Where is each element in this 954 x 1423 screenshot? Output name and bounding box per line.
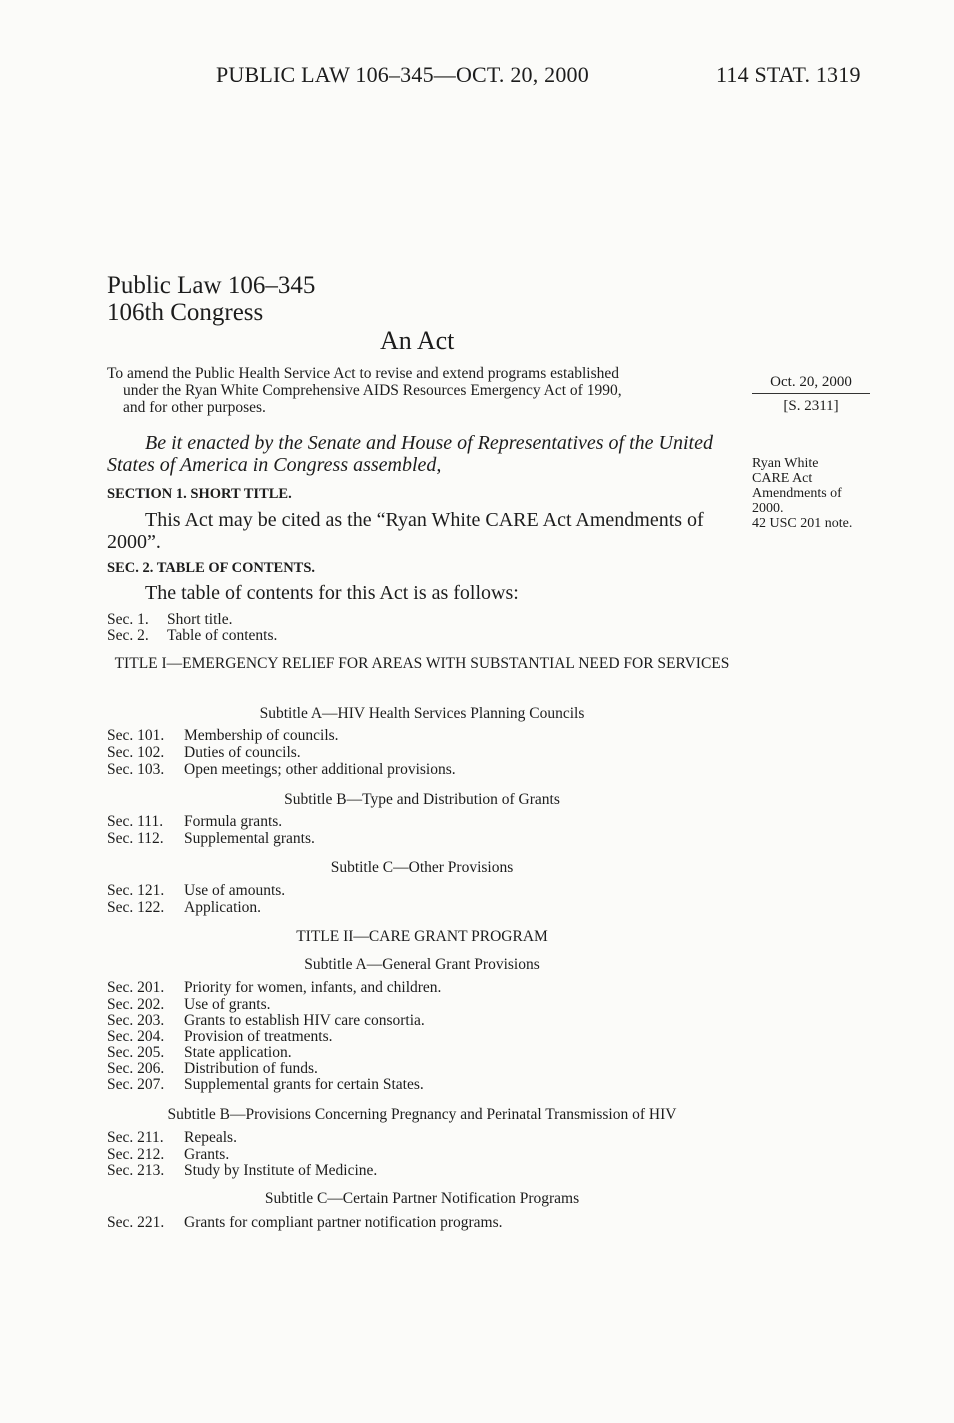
toc-num: Sec. 207.	[107, 1076, 165, 1093]
title-2-subtitle-b: Subtitle B—Provisions Concerning Pregnancy and Perinatal Transmission of HIV	[167, 1106, 677, 1123]
toc-num: Sec. 103.	[107, 761, 165, 778]
toc-num: Sec. 211.	[107, 1129, 164, 1146]
toc-num: Sec. 205.	[107, 1044, 165, 1061]
section-1-heading: SECTION 1. SHORT TITLE.	[107, 486, 292, 502]
toc-title: Supplemental grants.	[184, 830, 315, 847]
toc-num: Sec. 221.	[107, 1214, 165, 1231]
toc-title: Use of grants.	[184, 996, 271, 1013]
toc-title: Use of amounts.	[184, 882, 286, 899]
toc-title: Application.	[184, 899, 262, 916]
margin-note-line: Ryan White	[752, 456, 819, 471]
toc-title: Supplemental grants for certain States.	[184, 1076, 424, 1093]
law-number: Public Law 106–345	[107, 272, 316, 299]
title-1-subtitle-b: Subtitle B—Type and Distribution of Grants	[284, 791, 560, 808]
toc-title: Table of contents.	[167, 627, 278, 644]
toc-num: Sec. 102.	[107, 744, 165, 761]
toc-title: Repeals.	[184, 1129, 237, 1146]
toc-row	[107, 997, 271, 1013]
title-2-subtitle-c: Subtitle C—Certain Partner Notification Programs	[264, 1190, 580, 1207]
toc-row	[107, 762, 456, 778]
title-1-subtitle-c: Subtitle C—Other Provisions	[330, 859, 514, 876]
toc-row	[107, 980, 441, 996]
toc-row	[107, 883, 285, 899]
law-identity	[107, 272, 315, 326]
toc-row	[107, 900, 261, 916]
toc-row	[107, 1029, 333, 1045]
toc-title: Grants for compliant partner notification programs.	[184, 1214, 503, 1231]
toc-title: Distribution of funds.	[184, 1060, 318, 1077]
toc-title: Grants.	[184, 1146, 230, 1163]
toc-num: Sec. 112.	[107, 830, 164, 847]
section-2-heading: SEC. 2. TABLE OF CONTENTS.	[107, 560, 316, 576]
toc-num: Sec. 111.	[107, 813, 164, 830]
margin-note-line: 2000.	[752, 501, 784, 516]
title-2-heading: TITLE II—CARE GRANT PROGRAM	[296, 928, 548, 945]
section-1-text: This Act may be cited as the “Ryan White CARE Act Amendments of 2000”.	[107, 509, 704, 553]
congress: 106th Congress	[107, 299, 264, 326]
purpose-line: To amend the Public Health Service Act to revise and extend programs established	[107, 365, 619, 382]
toc-title: State application.	[184, 1044, 292, 1061]
enacting-clause: Be it enacted by the Senate and House of Representatives of the United States of America in Congress assembled,	[107, 432, 713, 476]
toc-num: Sec. 122.	[107, 899, 165, 916]
toc-num: Sec. 206.	[107, 1060, 165, 1077]
purpose-line: and for other purposes.	[123, 399, 266, 416]
toc-num: Sec. 213.	[107, 1162, 165, 1179]
toc-num: Sec. 203.	[107, 1012, 165, 1029]
toc-title: Duties of councils.	[184, 744, 301, 761]
toc-title: Priority for women, infants, and children.	[184, 979, 442, 996]
title-1-subtitle-a: Subtitle A—HIV Health Services Planning Councils	[259, 705, 585, 722]
toc-num: Sec. 212.	[107, 1146, 165, 1163]
toc-row	[107, 814, 282, 830]
toc-num: Sec. 201.	[107, 979, 165, 996]
bill-number: [S. 2311]	[783, 398, 839, 414]
toc-num: Sec. 101.	[107, 727, 165, 744]
title-1-heading: TITLE I—EMERGENCY RELIEF FOR AREAS WITH SUBSTANTIAL NEED FOR SERVICES	[114, 655, 730, 672]
toc-title: Short title.	[167, 611, 233, 628]
toc-row	[107, 1163, 377, 1179]
toc-row	[107, 831, 315, 847]
toc-row	[107, 1077, 424, 1093]
toc-title: Formula grants.	[184, 813, 283, 830]
margin-note-line: Amendments of	[752, 486, 842, 501]
enactment-date-box	[752, 374, 870, 415]
toc-title: Provision of treatments.	[184, 1028, 333, 1045]
running-header-page: 114 STAT. 1319	[716, 62, 861, 87]
toc-num: Sec. 121.	[107, 882, 165, 899]
toc-row	[107, 1130, 237, 1146]
toc-row	[107, 1061, 318, 1077]
toc-title: Open meetings; other additional provisions.	[184, 761, 456, 778]
enactment-date: Oct. 20, 2000	[752, 374, 870, 394]
toc-num: Sec. 202.	[107, 996, 165, 1013]
purpose-paragraph	[107, 365, 737, 416]
toc-title: Membership of councils.	[184, 727, 339, 744]
toc-row	[107, 612, 232, 628]
margin-note-short-title	[752, 456, 852, 531]
toc-row	[107, 1147, 229, 1163]
toc-title: Grants to establish HIV care consortia.	[184, 1012, 425, 1029]
toc-num: Sec. 204.	[107, 1028, 165, 1045]
usc-citation: 42 USC 201 note.	[752, 516, 853, 531]
act-heading: An Act	[380, 326, 455, 355]
running-header-left: PUBLIC LAW 106–345—OCT. 20, 2000	[216, 62, 589, 87]
section-2-text: The table of contents for this Act is as follows:	[145, 582, 519, 604]
toc-row	[107, 1215, 503, 1231]
purpose-line: under the Ryan White Comprehensive AIDS Resources Emergency Act of 1990,	[123, 382, 622, 399]
toc-num: Sec. 1.	[107, 611, 149, 628]
title-2-subtitle-a: Subtitle A—General Grant Provisions	[304, 956, 540, 973]
toc-row	[107, 745, 301, 761]
margin-note-line: CARE Act	[752, 471, 813, 486]
toc-title: Study by Institute of Medicine.	[184, 1162, 378, 1179]
toc-num: Sec. 2.	[107, 627, 149, 644]
toc-row	[107, 1045, 292, 1061]
toc-row	[107, 628, 277, 644]
toc-row	[107, 728, 339, 744]
toc-row	[107, 1013, 425, 1029]
